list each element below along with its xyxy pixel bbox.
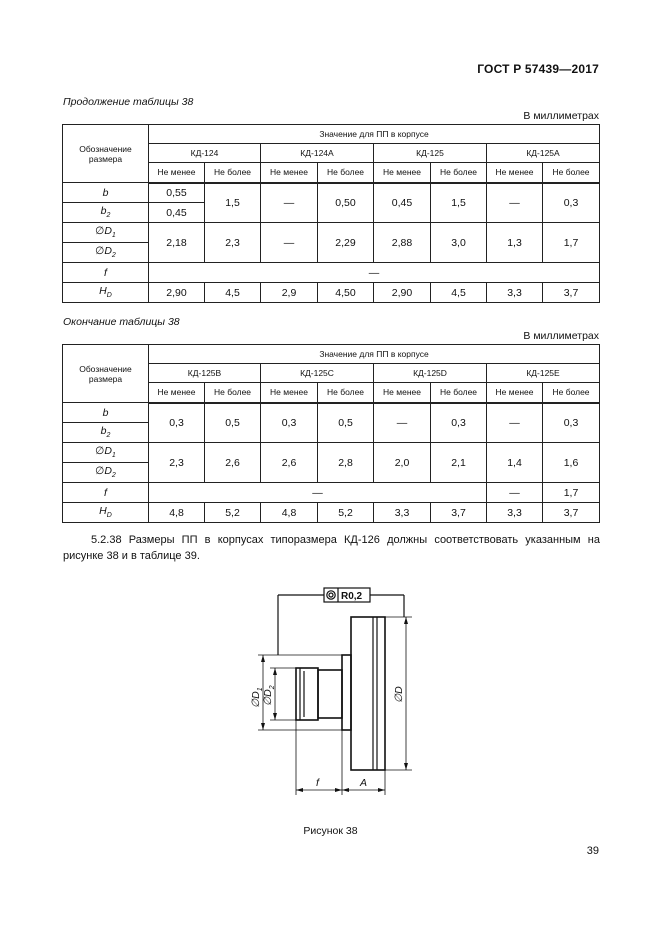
dim-label-a: A	[360, 777, 368, 789]
table-cell: 4,50	[318, 283, 374, 303]
page-number: 39	[586, 845, 599, 857]
case-header: КД-125Е	[487, 364, 600, 383]
dim-label-d1: $\emptyset D_1$	[250, 687, 264, 708]
table-cell: —	[374, 403, 431, 443]
table-cell: 2,1	[431, 443, 487, 483]
table-cell: 1,7	[543, 223, 600, 263]
table-cell: 3,7	[543, 503, 600, 523]
table-cell: 4,5	[431, 283, 487, 303]
sub-header: Не менее	[149, 383, 205, 403]
table2	[62, 344, 600, 523]
table-cell: —	[487, 483, 543, 503]
case-header: КД-125	[374, 144, 487, 163]
case-header: КД-124А	[261, 144, 374, 163]
row-label-hd: $H_D$	[63, 283, 149, 303]
sub-header: Не менее	[487, 163, 543, 183]
row-label-f: f	[63, 263, 149, 283]
row-label-d1: $\emptyset D_1$	[63, 443, 149, 463]
dim-label-d: ∅D	[393, 686, 405, 703]
case-header: КД-125D	[374, 364, 487, 383]
sub-header: Не менее	[261, 163, 318, 183]
row-label-f: f	[63, 483, 149, 503]
table-cell: 4,8	[149, 503, 205, 523]
table-cell: 1,4	[487, 443, 543, 483]
table-cell: 4,5	[205, 283, 261, 303]
table-cell: 3,3	[374, 503, 431, 523]
row-label-b2: $b_2$	[63, 203, 149, 223]
case-header: КД-125В	[149, 364, 261, 383]
paragraph-5-2-38: 5.2.38 Размеры ПП в корпусах типоразмера КД-126 должны соответствовать указанным на рисунке 38 и в таблице 39.	[63, 534, 600, 562]
table-cell: 0,3	[543, 403, 600, 443]
group-header: Значение для ПП в корпусе	[149, 345, 600, 364]
table1-caption: Продолжение таблицы 38	[63, 96, 194, 108]
table-cell: 2,3	[149, 443, 205, 483]
table-cell: —	[261, 223, 318, 263]
case-header: КД-124	[149, 144, 261, 163]
table-cell: 0,45	[374, 183, 431, 223]
table-cell: 3,7	[431, 503, 487, 523]
table-cell: 0,50	[318, 183, 374, 223]
table-cell: 2,29	[318, 223, 374, 263]
row-label-b: b	[63, 403, 149, 423]
row-label-d1: $\emptyset D_1$	[63, 223, 149, 243]
table-cell: —	[261, 183, 318, 223]
table-cell: 2,3	[205, 223, 261, 263]
sub-header: Не более	[543, 163, 600, 183]
row-label-hd: $H_D$	[63, 503, 149, 523]
table-cell: 2,90	[374, 283, 431, 303]
table-cell: 1,7	[543, 483, 600, 503]
group-header: Значение для ПП в корпусе	[149, 125, 600, 144]
table-cell: 2,90	[149, 283, 205, 303]
dim-label-f: f	[316, 777, 319, 789]
dim-label-d2: $\emptyset D_2$	[262, 685, 276, 706]
table1-units: В миллиметрах	[523, 110, 599, 122]
table-cell: 0,45	[149, 203, 205, 223]
table-cell: 0,5	[205, 403, 261, 443]
case-header: КД-125С	[261, 364, 374, 383]
table2-caption: Окончание таблицы 38	[63, 316, 180, 328]
table-cell: 4,8	[261, 503, 318, 523]
sub-header: Не более	[205, 383, 261, 403]
table-cell: 0,5	[318, 403, 374, 443]
row-label-d2: $\emptyset D_2$	[63, 463, 149, 483]
table-cell: 2,9	[261, 283, 318, 303]
table2-units: В миллиметрах	[523, 330, 599, 342]
row-label-b: b	[63, 183, 149, 203]
table-cell: 3,3	[487, 283, 543, 303]
table-cell: —	[149, 263, 600, 283]
table-cell: 5,2	[318, 503, 374, 523]
sub-header: Не менее	[261, 383, 318, 403]
sub-header: Не менее	[487, 383, 543, 403]
table-cell: 0,3	[543, 183, 600, 223]
table-cell: 1,3	[487, 223, 543, 263]
sub-header: Не более	[431, 163, 487, 183]
sub-header: Не более	[205, 163, 261, 183]
table-cell: 1,5	[431, 183, 487, 223]
case-header: КД-125А	[487, 144, 600, 163]
table-cell: 2,18	[149, 223, 205, 263]
sub-header: Не более	[318, 163, 374, 183]
table-cell: 3,7	[543, 283, 600, 303]
figure-38-drawing	[0, 575, 661, 805]
table-cell: 1,6	[543, 443, 600, 483]
table-cell: 1,5	[205, 183, 261, 223]
col-header: Обозначение размера	[63, 345, 149, 403]
table-cell: 0,55	[149, 183, 205, 203]
table-cell: 0,3	[261, 403, 318, 443]
table-cell: 3,3	[487, 503, 543, 523]
sub-header: Не более	[318, 383, 374, 403]
table1	[62, 124, 600, 303]
tolerance-value: R0,2	[341, 591, 363, 602]
sub-header: Не более	[431, 383, 487, 403]
row-label-d2: $\emptyset D_2$	[63, 243, 149, 263]
table-cell: 3,0	[431, 223, 487, 263]
table-cell: 2,6	[205, 443, 261, 483]
table-cell: 0,3	[149, 403, 205, 443]
table-cell: 2,88	[374, 223, 431, 263]
sub-header: Не менее	[374, 383, 431, 403]
sub-header: Не менее	[374, 163, 431, 183]
col-header: Обозначение размера	[63, 125, 149, 183]
table-cell: —	[149, 483, 487, 503]
standard-header: ГОСТ Р 57439—2017	[477, 62, 599, 76]
table-cell: 2,6	[261, 443, 318, 483]
table-cell: 0,3	[431, 403, 487, 443]
table-cell: 5,2	[205, 503, 261, 523]
row-label-b2: $b_2$	[63, 423, 149, 443]
sub-header: Не более	[543, 383, 600, 403]
table-cell: —	[487, 183, 543, 223]
figure-caption: Рисунок 38	[303, 825, 358, 837]
sub-header: Не менее	[149, 163, 205, 183]
table-cell: —	[487, 403, 543, 443]
table-cell: 2,0	[374, 443, 431, 483]
table-cell: 2,8	[318, 443, 374, 483]
